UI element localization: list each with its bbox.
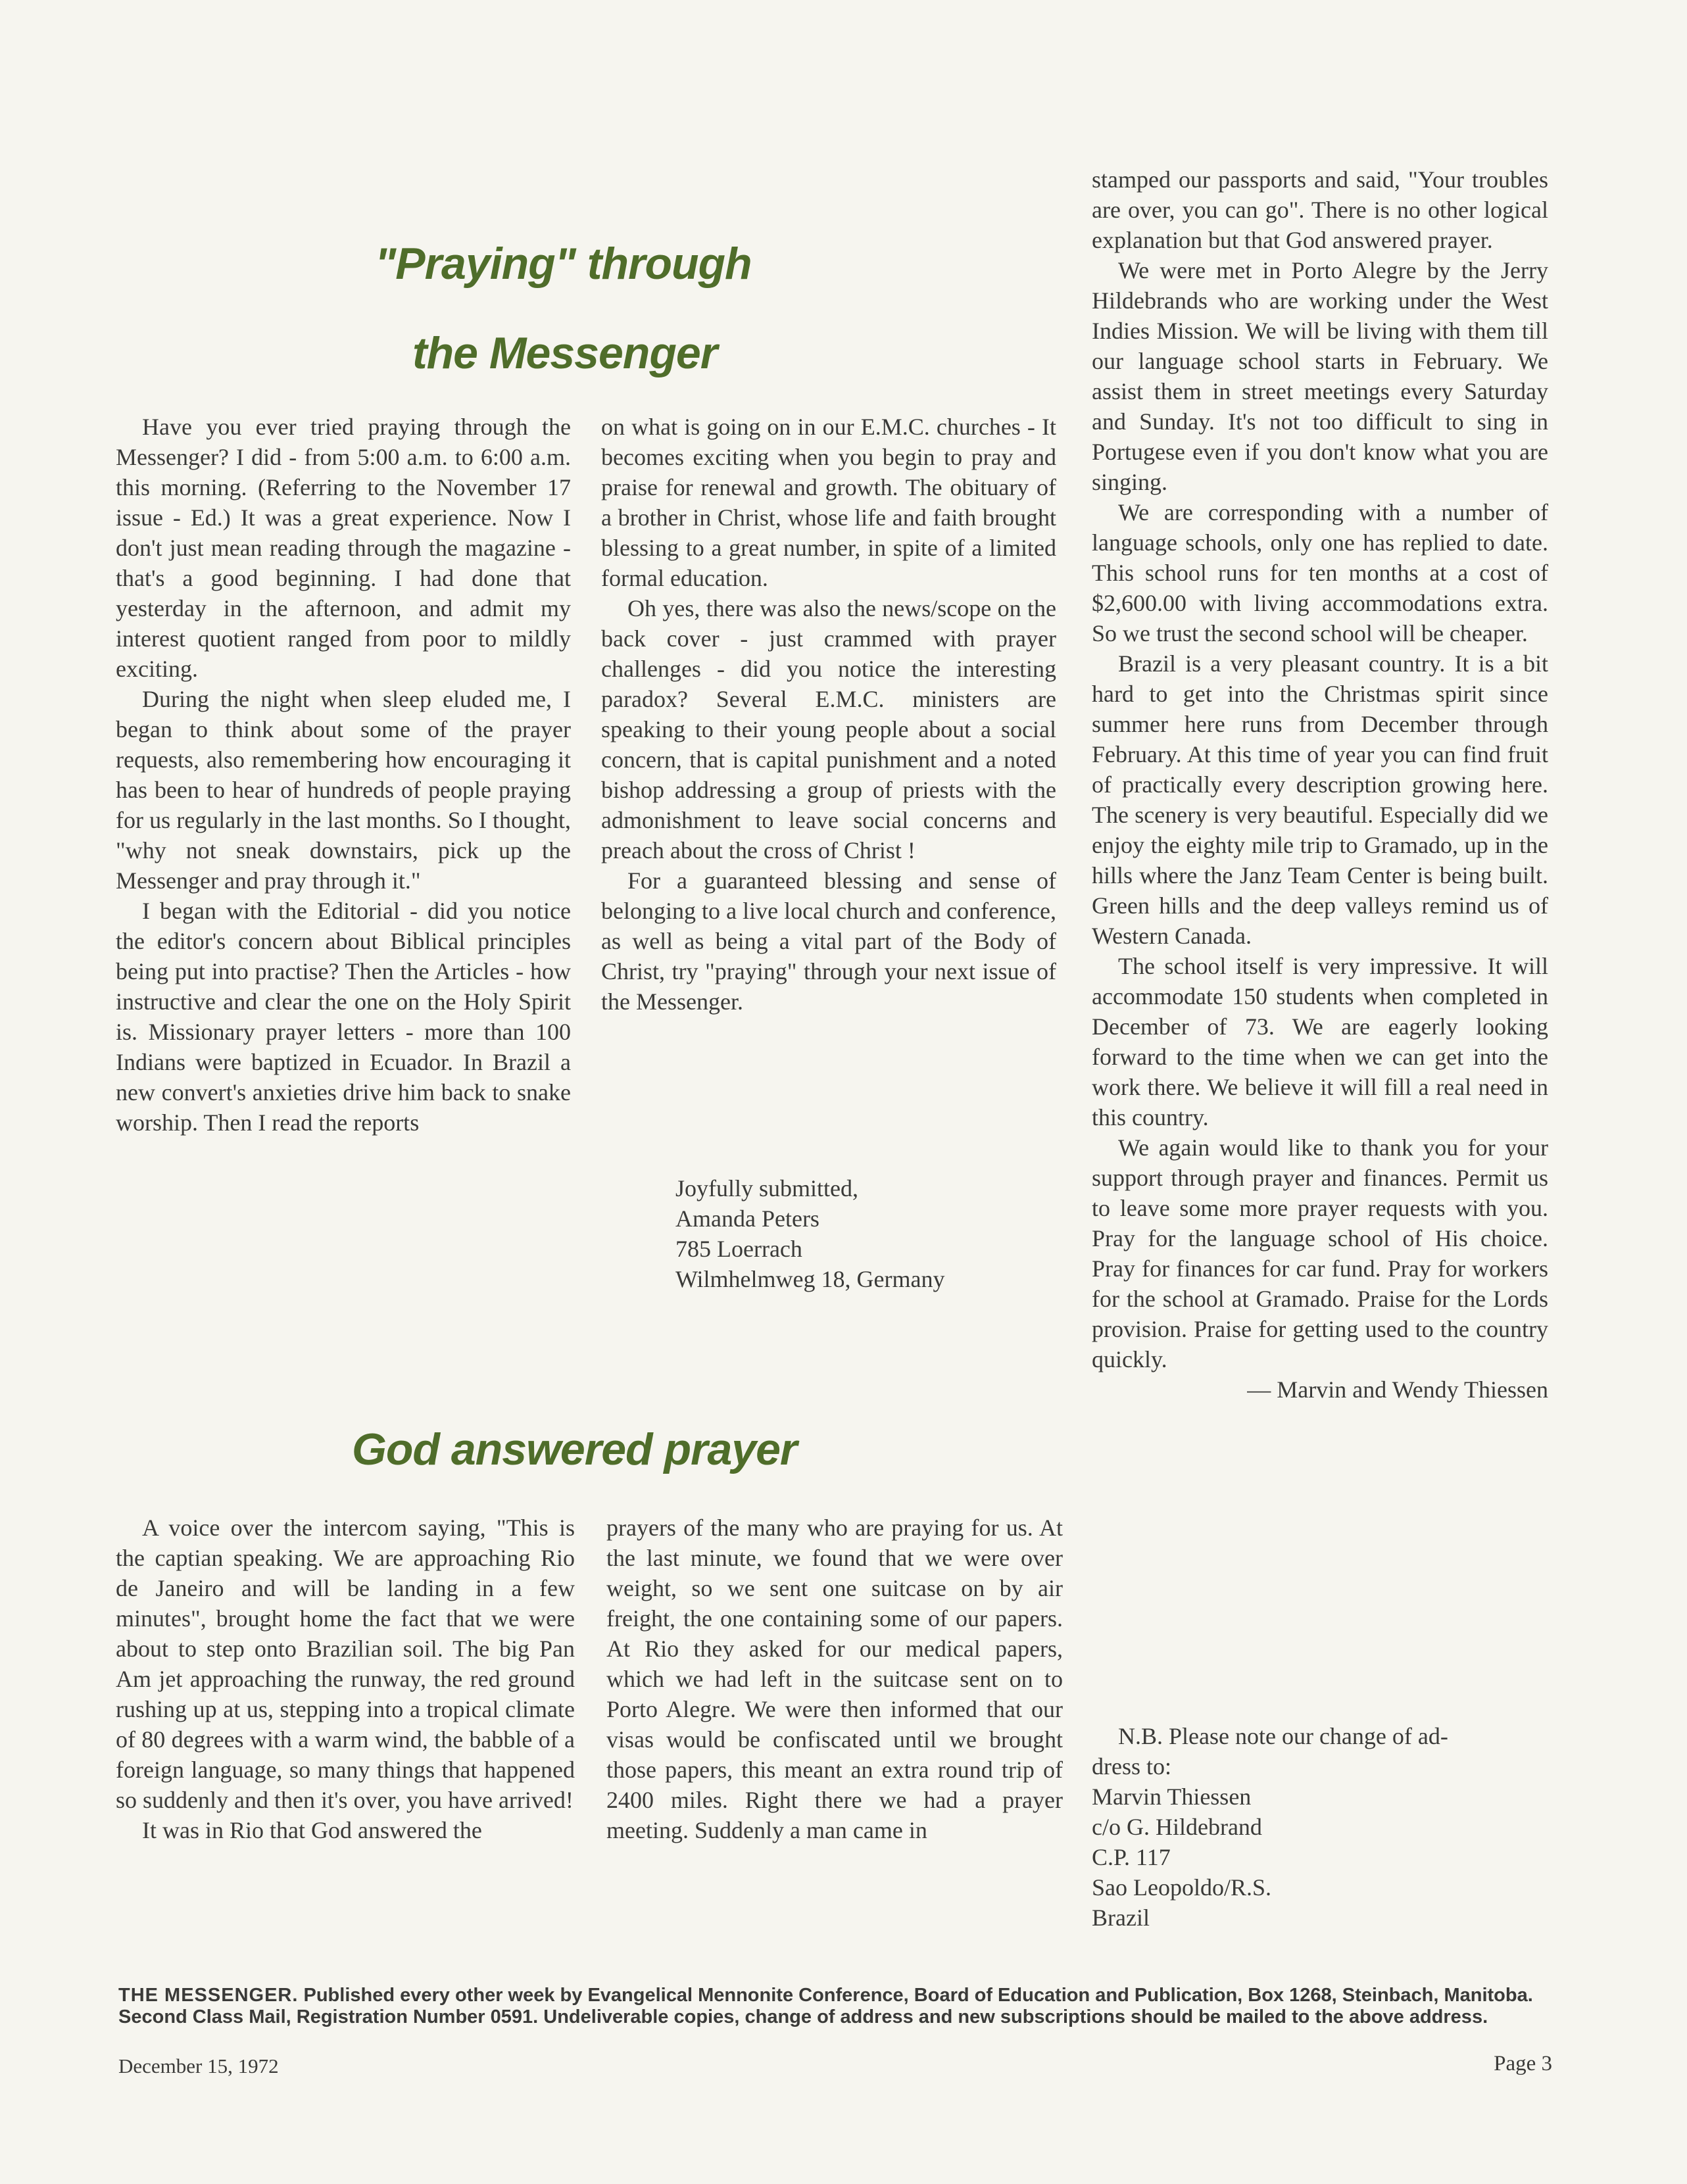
signature-line: Amanda Peters	[675, 1205, 819, 1232]
address-change-note	[1092, 1721, 1448, 1933]
article1-col1-paragraph: I began with the Editorial - did you notice the editor's concern about Biblical principles being put into practise? Then the Articles - how instructive and clear the one on the Holy Spirit is. Missionary prayer letters - more than 100 Indians were baptized in Ecuador. In Brazil a new convert's anxieties drive him back to snake worship. Then I read the reports	[116, 898, 571, 1136]
article2-col1-paragraph: A voice over the intercom saying, "This is the captian speaking. We are approaching Rio de Janeiro and will be landing in a few minutes", brought home the fact that we were about to step onto Brazilian soil. The big Pan Am jet approaching the runway, the red ground rushing up at us, stepping into a tropical climate of 80 degrees with a warm wind, the babble of a foreign language, so many things that happened so suddenly and then it's over, you have arrived!	[116, 1515, 575, 1813]
article2-col3-paragraph: stamped our passports and said, "Your troubles are over, you can go". There is no other logical explanation but that God answered prayer.	[1092, 166, 1548, 253]
issue-date: December 15, 1972	[118, 2054, 279, 2077]
signature-line: 785 Loerrach	[675, 1236, 802, 1262]
article1-title-line2: the Messenger	[412, 328, 718, 378]
nb-line: C.P. 117	[1092, 1844, 1171, 1870]
article1-signature	[675, 1173, 944, 1294]
nb-line: Sao Leopoldo/R.S.	[1092, 1874, 1272, 1901]
article1-column1	[116, 412, 571, 1138]
page-number: Page 3	[1494, 2052, 1552, 2075]
article1-col2-paragraph: For a guaranteed blessing and sense of belonging to a live local church and conference, as well as being a vital part of the Body of Christ, try "praying" through your next issue of the Messenger.	[601, 867, 1056, 1015]
nb-line: Marvin Thiessen	[1092, 1784, 1252, 1810]
article2-col3-paragraph: We again would like to thank you for your support through prayer and finances. Permit us to leave some more prayer requests with you. Pray for the language school of His choice. Pray for finances for car fund. Pray for workers for the school at Gramado. Praise for the Lords provision. Praise for getting used to the country quickly.	[1092, 1134, 1548, 1372]
article2-col2-paragraph: prayers of the many who are praying for us. At the last minute, we found that we were over weight, so we sent one suitcase on by air freight, the one containing some of our papers. At Rio they asked for our medical papers, which we had left in the suitcase sent on to Porto Alegre. We were then informed that our visas would be confiscated until we brought those papers, this meant an extra round trip of 2400 miles. Right there we had a prayer meeting. Suddenly a man came in	[606, 1515, 1063, 1843]
nb-line: N.B. Please note our change of ad-	[1118, 1723, 1448, 1749]
article2-col3-paragraph: We were met in Porto Alegre by the Jerry Hildebrands who are working under the West Indies Mission. We will be living with them till our language school starts in February. We assist them in street meetings every Saturday and Sunday. It's not too difficult to sing in Portugese even if you don't know what you are singing.	[1092, 257, 1548, 495]
publication-footer	[118, 1985, 1553, 2028]
nb-line: Brazil	[1092, 1905, 1150, 1931]
nb-line: dress to:	[1092, 1753, 1171, 1780]
article2-col1-paragraph: It was in Rio that God answered the	[142, 1817, 482, 1843]
article1-col1-paragraph: Have you ever tried praying through the Messenger? I did - from 5:00 a.m. to 6:00 a.m. this morning. (Referring to the November 17 issue - Ed.) It was a great experience. Now I don't just mean reading through the magazine - that's a good beginning. I had done that yesterday in the afternoon, and admit my interest quotient ranged from poor to mildly exciting.	[116, 414, 571, 682]
article1-column2	[601, 412, 1056, 1017]
publication-info: Published every other week by Evangelical Mennonite Conference, Board of Education and Publication, Box 1268, Steinbach, Manitoba. Second Class Mail, Registration Number 0591. Undeliverable copies, change of address and new subscriptions should be mailed to the above address.	[118, 1985, 1533, 2027]
article2-signature: — Marvin and Wendy Thiessen	[1247, 1376, 1548, 1403]
nb-line: c/o G. Hildebrand	[1092, 1814, 1262, 1840]
article1-col2-paragraph: Oh yes, there was also the news/scope on the back cover - just crammed with prayer challenges - did you notice the interesting paradox? Several E.M.C. ministers are speaking to their young people about a social concern, that is capital punishment and a noted bishop addressing a group of priests with the admonishment to leave social concerns and preach about the cross of Christ !	[601, 595, 1056, 863]
article1-title-line1: "Praying" through	[375, 239, 752, 289]
article2-col3-paragraph: Brazil is a very pleasant country. It is a bit hard to get into the Christmas spirit since summer here runs from December through February. At this time of year you can find fruit of practically every description growing here. The scenery is very beautiful. Especially did we enjoy the eighty mile trip to Gramado, up in the hills where the Janz Team Center is being built. Green hills and the deep valleys remind us of Western Canada.	[1092, 650, 1548, 949]
article2-column1	[116, 1513, 575, 1845]
article2-column2	[606, 1513, 1063, 1845]
signature-line: Wilmhelmweg 18, Germany	[675, 1266, 945, 1292]
article1-col2-paragraph: on what is going on in our E.M.C. churches - It becomes exciting when you begin to pray and praise for renewal and growth. The obituary of a brother in Christ, whose life and faith brought blessing to a great number, in spite of a limited formal education.	[601, 414, 1056, 591]
article1-col1-paragraph: During the night when sleep eluded me, I began to think about some of the prayer requests, also remembering how encouraging it has been to hear of hundreds of people praying for us regularly in the last months. So I thought, "why not sneak downstairs, pick up the Messenger and pray through it."	[116, 686, 571, 894]
publication-name: THE MESSENGER.	[118, 1985, 299, 2006]
article2-title: God answered prayer	[352, 1424, 797, 1474]
article2-column3	[1092, 164, 1548, 1405]
article2-col3-paragraph: We are corresponding with a number of language schools, only one has replied to date. This school runs for ten months at a cost of $2,600.00 with living accommodations extra. So we trust the second school will be cheaper.	[1092, 499, 1548, 646]
article2-col3-paragraph: The school itself is very impressive. It will accommodate 150 students when completed in December of 73. We are eagerly looking forward to the time when we can get into the work there. We believe it will fill a real need in this country.	[1092, 953, 1548, 1130]
signature-line: Joyfully submitted,	[675, 1175, 858, 1201]
